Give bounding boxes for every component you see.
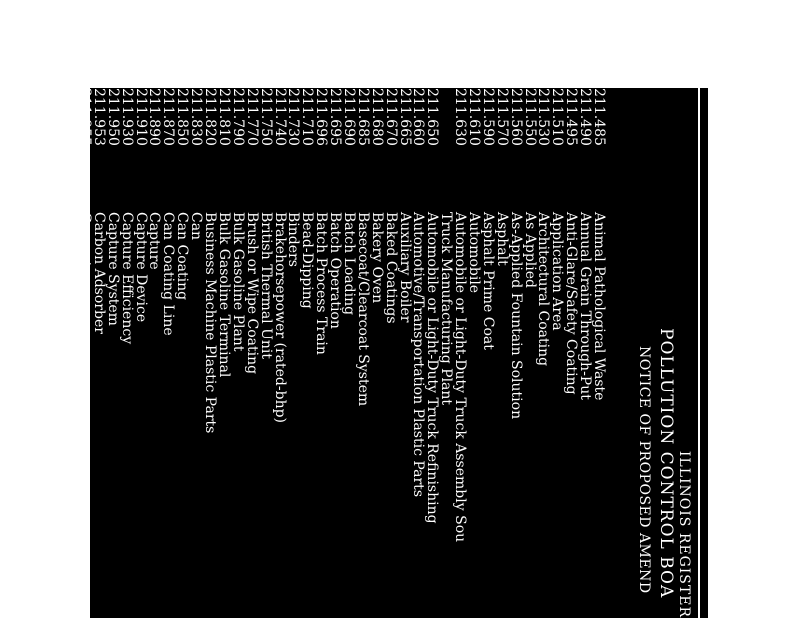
section-number: 211.696 <box>313 88 330 146</box>
notice-title: NOTICE OF PROPOSED AMEND <box>636 346 652 594</box>
definition-row <box>536 88 550 618</box>
section-number: 211.953 <box>90 88 107 146</box>
defined-term: Bead-Dipping <box>299 212 316 309</box>
section-number: 211.490 <box>577 88 594 146</box>
definition-row <box>591 88 605 618</box>
definition-row <box>563 88 580 618</box>
defined-term: Carbon Adsorber <box>90 212 107 334</box>
defined-term: Capture <box>146 212 163 270</box>
defined-term: Automobile <box>465 212 482 294</box>
definition-row <box>508 88 522 618</box>
section-number <box>438 88 452 212</box>
definition-row <box>133 88 147 618</box>
defined-term: Batch Loading <box>340 212 357 316</box>
defined-term: British Thermal Unit <box>257 212 274 360</box>
definition-row <box>522 88 536 618</box>
section-number: 211.670 <box>382 88 399 146</box>
section-number: 211.955 <box>77 88 94 146</box>
defined-term: Can Coating <box>174 212 191 301</box>
definition-row <box>355 88 369 618</box>
defined-term: Animal Pathological Waste <box>591 212 607 401</box>
board-title: POLLUTION CONTROL BOA <box>656 328 676 599</box>
definition-row <box>452 88 469 618</box>
definition-row <box>383 88 397 618</box>
defined-term: Application Area <box>549 212 566 331</box>
section-number: 211.950 <box>104 88 121 146</box>
defined-term: Capture Efficiency <box>118 212 135 345</box>
defined-term: As-Applied Fountain Solution <box>507 212 524 420</box>
definition-row <box>397 88 411 618</box>
section-number: 211.820 <box>202 88 219 146</box>
section-number: 211.810 <box>215 88 232 146</box>
section-number: 211.530 <box>535 88 552 146</box>
section-number: 211.690 <box>340 88 357 146</box>
section-number: 211.510 <box>549 88 566 146</box>
definitions-list <box>63 88 605 618</box>
section-number: 211.790 <box>229 88 246 146</box>
section-number: 211.660 <box>410 88 427 146</box>
defined-term: Binders <box>285 212 302 267</box>
definition-row <box>369 88 383 618</box>
section-number: 211.560 <box>507 88 524 146</box>
definition-row <box>63 88 80 618</box>
definition-row <box>327 88 344 618</box>
defined-term: Architectural Coating <box>535 212 552 367</box>
definition-row <box>411 88 425 618</box>
section-number: 211.685 <box>354 88 371 146</box>
definition-row <box>424 88 441 618</box>
definition-row <box>161 88 175 618</box>
defined-term: Annual Grain Through-Put <box>577 212 594 400</box>
defined-term: Cement Kiln <box>63 212 80 301</box>
definition-row <box>244 88 258 618</box>
definition-row <box>466 88 480 618</box>
section-number: 211.730 <box>285 88 302 146</box>
definition-row <box>91 88 105 618</box>
definition-row <box>494 88 508 618</box>
register-title: ILLINOIS REGISTER <box>676 450 692 618</box>
defined-term: Brush or Wipe Coating <box>243 212 260 375</box>
definition-row <box>272 88 286 618</box>
section-number: 211.570 <box>493 88 510 146</box>
defined-term: Baked Coatings <box>382 212 399 324</box>
section-number: 211.495 <box>563 88 580 146</box>
defined-term: Cement <box>77 212 94 268</box>
section-number: 211.630 <box>452 88 469 146</box>
section-number: 211.960 <box>63 88 80 146</box>
definition-row <box>577 88 594 618</box>
definition-row <box>188 88 205 618</box>
defined-term: As Applied <box>521 212 538 288</box>
defined-term: Bulk Gasoline Terminal <box>215 212 232 378</box>
definition-row <box>119 88 133 618</box>
defined-term: Bulk Gasoline Plant <box>229 212 246 352</box>
defined-term: Can Coating Line <box>160 212 177 336</box>
definition-row <box>258 88 272 618</box>
section-number: 211.550 <box>521 88 538 146</box>
scanned-page <box>63 88 708 618</box>
section-number: 211.590 <box>479 88 496 146</box>
defined-term: Capture System <box>104 212 121 326</box>
defined-term: Batch Operation <box>327 212 344 329</box>
defined-term: Automotive/Transportation Plastic Parts <box>410 212 427 497</box>
definition-row <box>230 88 244 618</box>
defined-term: Can <box>188 212 205 241</box>
section-number: 211.650 <box>424 88 441 146</box>
section-number: 211.930 <box>118 88 135 146</box>
defined-term: Batch Process Train <box>313 212 330 355</box>
definition-row <box>216 88 230 618</box>
defined-term: Basecoat/Clearcoat System <box>354 212 371 407</box>
defined-term: Anti-Glare/Safety Coating <box>563 212 580 395</box>
section-number: 211.830 <box>188 88 205 146</box>
defined-term: Bakery Oven <box>368 212 385 304</box>
header-rule <box>698 88 700 618</box>
section-number: 211.740 <box>271 88 288 146</box>
definition-row <box>480 88 494 618</box>
definition-row <box>286 88 300 618</box>
defined-term: Brakehorsepower (rated-bhp) <box>271 212 288 424</box>
definition-row <box>341 88 355 618</box>
definition-row <box>299 88 316 618</box>
defined-term: Capture Device <box>132 212 149 323</box>
section-number: 211.850 <box>174 88 191 146</box>
section-number: 211.890 <box>146 88 163 146</box>
defined-term: Truck Manufacturing Plant <box>438 212 455 406</box>
section-number: 211.485 <box>591 88 607 146</box>
definition-row <box>313 88 330 618</box>
definition-row <box>174 88 191 618</box>
section-number: 211.910 <box>132 88 149 146</box>
section-number: 211.610 <box>465 88 482 146</box>
definition-row <box>105 88 119 618</box>
defined-term: Automobile or Light-Duty Truck Assembly Sou <box>452 212 469 543</box>
definition-row <box>438 88 455 618</box>
section-number: 211.710 <box>299 88 316 146</box>
section-number: 211.870 <box>160 88 177 146</box>
section-number: 211.665 <box>396 88 413 146</box>
definition-row <box>549 88 566 618</box>
defined-term: Auxiliary Boiler <box>396 212 413 323</box>
defined-term: Asphalt Prime Coat <box>479 212 496 350</box>
section-number: 211.770 <box>243 88 260 146</box>
defined-term: Asphalt <box>493 212 510 266</box>
definition-row <box>202 88 219 618</box>
defined-term: Automobile or Light-Duty Truck Refinishing <box>424 212 441 524</box>
defined-term: Business Machine Plastic Parts <box>202 212 219 434</box>
definition-row <box>77 88 94 618</box>
section-number: 211.695 <box>327 88 344 146</box>
definition-row <box>147 88 161 618</box>
section-number: 211.680 <box>368 88 385 146</box>
rotated-document-page <box>63 88 708 618</box>
section-number: 211.750 <box>257 88 274 146</box>
